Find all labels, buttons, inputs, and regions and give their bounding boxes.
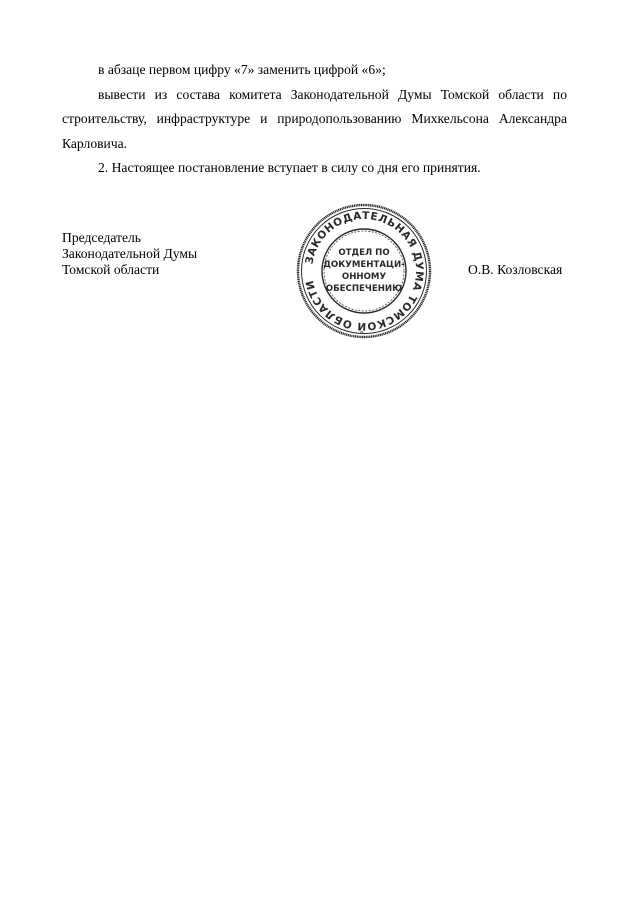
seal-center-line-1: ОТДЕЛ ПО xyxy=(338,248,390,258)
seal-center-line-4: ОБЕСПЕЧЕНИЮ xyxy=(325,284,403,294)
seal-icon xyxy=(296,203,432,339)
paragraph-amendment: в абзаце первом цифру «7» заменить цифрой «6»; xyxy=(98,62,386,77)
signer-title-line-2: Законодательной Думы xyxy=(62,246,198,261)
signer-title-line-1: Председатель xyxy=(62,230,141,245)
seal-center-line-2: ДОКУМЕНТАЦИ- xyxy=(323,260,405,270)
signer-name: О.В. Козловская xyxy=(468,262,563,277)
seal-ring-text: ЗАКОНОДАТЕЛЬНАЯ ДУМА ТОМСКОЙ ОБЛАСТИ xyxy=(303,209,426,333)
signature-block xyxy=(62,230,197,278)
official-seal xyxy=(296,203,432,339)
seal-center-line-3: ОННОМУ xyxy=(341,272,387,282)
paragraph-removal: вывести из состава комитета Законодательной Думы Томской области по строительству, инфраструктуре и природопользованию Михкельсона Александра Карловича. xyxy=(62,86,567,151)
document-body xyxy=(62,58,567,181)
signer-title-line-3: Томской области xyxy=(62,262,160,277)
paragraph-effective-date: 2. Настоящее постановление вступает в силу со дня его принятия. xyxy=(98,160,481,175)
